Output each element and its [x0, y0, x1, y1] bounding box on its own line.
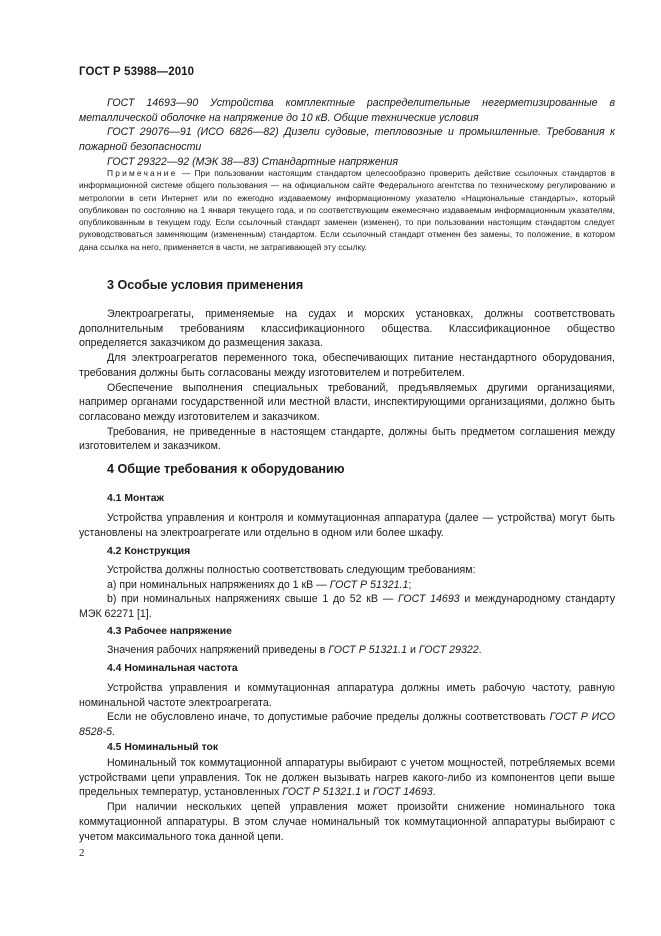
note-text: — При пользовании настоящим стандартом целесообразно проверить действие ссылочных стандартов в информационной системе общего пользования — на официальном сайте Федерального агентства по техническому регулированию и метрологии в сети Интернет или по ежегодно издаваемому информационному указателю «Национальные стандарты», который опубликован по состоянию на 1 января текущего года, и по соответствующим ежемесячно издаваемым информационным указателям, опубликованным в текущем году. Если ссылочный стандарт заменен (изменен), то при пользовании настоящим стандартом следует руководствоваться заменяющим (измененным) стандартом. Если ссылочный стандарт отменен без замены, то положение, в котором дана ссылка на него, применяется в части, не затрагивающей эту ссылку.: [79, 168, 615, 252]
reference-item: ГОСТ 14693—90 Устройства комплектные распределительные негерметизированные в металлической оболочке на напряжение до 10 кВ. Общие технические условия: [79, 97, 615, 124]
paragraph: Устройства управления и контроля и коммутационная аппаратура (далее — устройства) могут быть установлены на электроагрегате или отдельно в одном или более шкафу.: [79, 512, 615, 539]
paragraph: Требования, не приведенные в настоящем стандарте, должны быть предметом соглашения между изготовителем и заказчиком.: [79, 425, 615, 453]
page-number: 2: [79, 847, 85, 859]
section-3-title: 3 Особые условия применения: [107, 278, 304, 292]
note-paragraph: [79, 167, 615, 253]
paragraph: При наличии нескольких цепей управления может произойти снижение номинального тока коммутационной аппаратуры. В этом случае номинальный ток коммутационной аппаратуры выбирают с учетом максимального тока данной цепи.: [79, 801, 615, 843]
subsection-4-4-body: [79, 681, 615, 740]
section-3-body: [79, 307, 615, 454]
section-4-title: 4 Общие требования к оборудованию: [107, 462, 345, 476]
subsection-4-3-title: 4.3 Рабочее напряжение: [107, 626, 232, 637]
paragraph: Устройства должны полностью соответствовать следующим требованиям:: [107, 564, 476, 576]
list-item-a: a) при номинальных напряжениях до 1 кВ — ГОСТ Р 51321.1;: [107, 578, 412, 591]
paragraph: Электроагрегаты, применяемые на судах и морских установках, должны соответствовать дополнительным требованиям классификационного общества. Классификационное общество определяется заказчиком до размещения заказа.: [79, 308, 615, 350]
reference-item: ГОСТ 29322—92 (МЭК 38—83) Стандартные напряжения: [107, 155, 399, 168]
subsection-4-2-title: 4.2 Конструкция: [107, 546, 191, 557]
paragraph: Обеспечение выполнения специальных требований, предъявляемых другими организациями, например органами государственной или местной власти, инспектирующими организациями, должно быть согласовано между изготовителем и заказчиком.: [79, 381, 615, 423]
subsection-4-4-title: 4.4 Номинальная частота: [107, 663, 238, 674]
paragraph: Если не обусловлено иначе, то допустимые рабочие пределы должны соответствовать ГОСТ Р ИСО 8528-5.: [79, 711, 615, 739]
subsection-4-2-body: [79, 563, 615, 622]
note-block: [79, 167, 615, 253]
paragraph: Устройства управления и коммутационная аппаратура должны иметь рабочую частоту, равную номинальной частоте электроагрегата.: [79, 682, 615, 709]
note-label: Примечание: [107, 168, 178, 178]
subsection-4-1-body: [79, 511, 615, 540]
subsection-4-3-body: [79, 643, 615, 658]
document-header: ГОСТ Р 53988—2010: [79, 66, 195, 78]
reference-item: ГОСТ 29076—91 (ИСО 6826—82) Дизели судовые, тепловозные и промышленные. Требования к пожарной безопасности: [79, 126, 615, 154]
subsection-4-5-title: 4.5 Номинальный ток: [107, 742, 219, 753]
subsection-4-5-body: [79, 756, 615, 844]
subsection-4-1-title: 4.1 Монтаж: [107, 493, 164, 504]
paragraph: Для электроагрегатов переменного тока, обеспечивающих питание нестандартного оборудования, требования должны быть согласованы между изготовителем и потребителем.: [79, 352, 615, 379]
paragraph: Номинальный ток коммутационной аппаратуры выбирают с учетом мощностей, потребляемых всеми устройствами цепи управления. Ток не должен вызывать нагрев какого-либо из компонентов цепи выше предельных температур, установленных ГОСТ Р 51321.1 и ГОСТ 14693.: [79, 757, 615, 799]
normative-references: [79, 96, 615, 170]
paragraph: Значения рабочих напряжений приведены в ГОСТ Р 51321.1 и ГОСТ 29322.: [107, 644, 482, 656]
list-item-b: b) при номинальных напряжениях свыше 1 до 52 кВ — ГОСТ 14693 и международному стандарту МЭК 62271 [1].: [79, 593, 615, 621]
